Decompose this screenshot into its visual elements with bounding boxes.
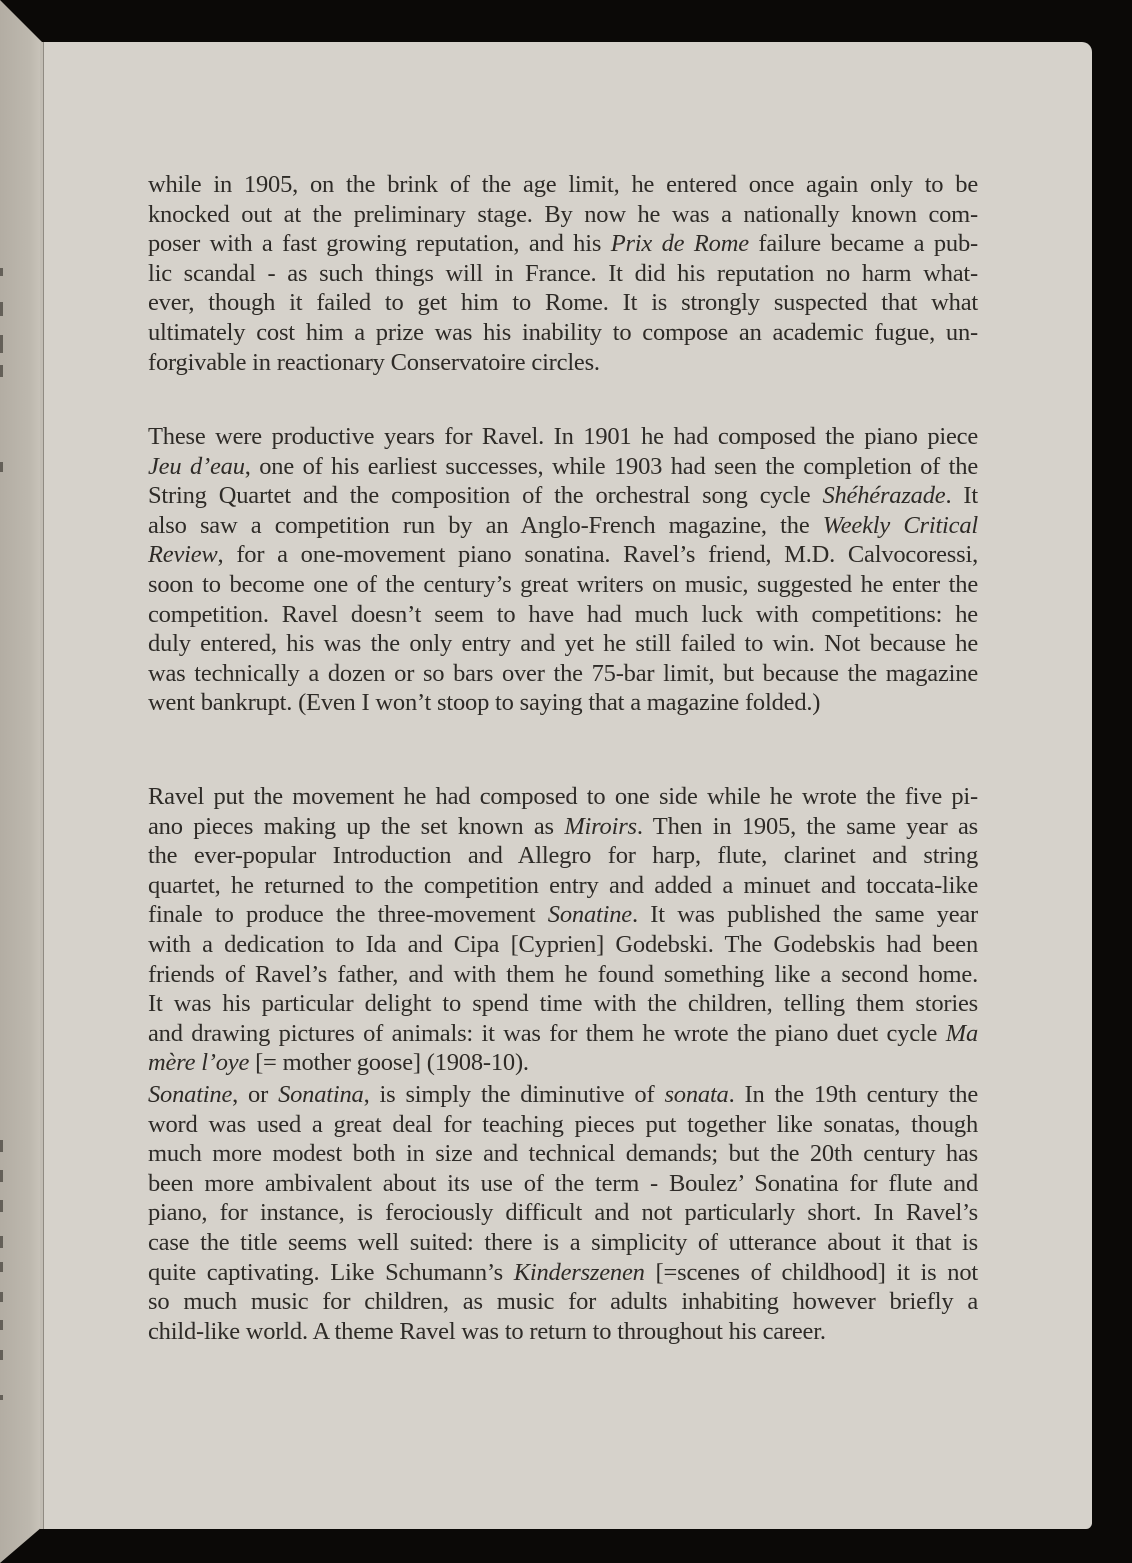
text-run: much more modest both in size and technical demands; but the 20th century has [148, 1140, 978, 1168]
text-line [148, 812, 978, 842]
text-line [148, 452, 978, 482]
text-line [148, 659, 978, 689]
paragraph-4 [148, 1080, 978, 1346]
text-run: ano pieces making up the set known as [148, 812, 565, 840]
text-run: , or [232, 1081, 279, 1108]
text-line [148, 600, 978, 630]
text-line [148, 900, 978, 930]
text-run: competition. Ravel doesn’t seem to have had much luck with competitions: he [148, 600, 978, 628]
text-run: . In the 19th century the [728, 1081, 979, 1108]
text-run: child-like world. A theme Ravel was to return to throughout his career. [148, 1317, 826, 1345]
text-run: [=scenes of childhood] it is not [644, 1258, 978, 1286]
text-run: case the title seems well suited: there is a simplicity of utterance about it that is [148, 1228, 978, 1256]
text-line [148, 841, 978, 871]
text-line [148, 930, 978, 960]
text-line [148, 570, 978, 600]
text-line [148, 200, 978, 230]
text-line [148, 1048, 978, 1078]
text-run: failure became a pub- [748, 230, 978, 258]
italic-title: Sonatine [148, 1081, 233, 1108]
text-run: . Then in 1905, the same year as [636, 812, 978, 840]
text-line [148, 1169, 978, 1199]
text-line [148, 1198, 978, 1228]
text-run: ever, though it failed to get him to Rome. It is strongly suspected that what [148, 289, 978, 317]
text-run: These were productive years for Ravel. In 1901 he had composed the piano piece [148, 423, 978, 450]
text-run: quite captivating. Like Schumann’s [148, 1258, 514, 1286]
text-run: , for a one-movement piano sonatina. Ravel’s friend, M.D. Calvocoressi, [217, 541, 978, 569]
text-line [148, 989, 978, 1019]
text-run: [= mother goose] (1908-10). [249, 1049, 529, 1077]
text-line [148, 1110, 978, 1140]
text-run: It was his particular delight to spend time with the children, telling them stories [148, 990, 978, 1018]
previous-page-edge [0, 0, 42, 1563]
text-run: finale to produce the three-movement [148, 901, 548, 929]
italic-title: Ma [945, 1019, 978, 1047]
paragraph-3 [148, 782, 978, 1078]
text-line [148, 1287, 978, 1317]
text-line [148, 422, 978, 452]
text-run: , is simply the diminutive of [363, 1081, 665, 1108]
text-run: quartet, he returned to the competition entry and added a minuet and toccata-like [148, 871, 978, 899]
italic-title: Sonatine [547, 901, 632, 929]
text-run: , one of his earliest successes, while 1903 had seen the completion of the [244, 452, 978, 480]
italic-title: Shéhérazade [822, 482, 946, 510]
italic-title: Review [148, 541, 218, 569]
text-run: also saw a competition run by an Anglo-French magazine, the [148, 511, 823, 539]
text-run: lic scandal - as such things will in France. It did his reputation no harm what- [148, 259, 978, 287]
text-run: . It [945, 482, 978, 510]
italic-title: Prix de Rome [610, 230, 749, 258]
italic-title: Weekly Critical [822, 511, 978, 539]
text-run: forgivable in reactionary Conservatoire circles. [148, 348, 600, 376]
text-line [148, 960, 978, 990]
text-run: went bankrupt. (Even I won’t stoop to saying that a magazine folded.) [148, 689, 821, 717]
paragraph-1 [148, 170, 978, 377]
text-run: duly entered, his was the only entry and yet he still failed to win. Not because he [148, 630, 978, 658]
text-run: . It was published the same year [631, 901, 979, 929]
paragraph-2 [148, 422, 978, 718]
text-line [148, 782, 978, 812]
text-run: soon to become one of the century’s great writers on music, suggested he enter the [148, 570, 978, 598]
italic-title: sonata [664, 1081, 729, 1108]
text-run: was technically a dozen or so bars over the 75-bar limit, but because the magazine [148, 659, 978, 687]
text-run: and drawing pictures of animals: it was for them he wrote the piano duet cycle [148, 1019, 946, 1047]
text-run: String Quartet and the composition of the orchestral song cycle [148, 482, 823, 510]
italic-title: Jeu d’eau [148, 452, 245, 480]
text-line [148, 288, 978, 318]
italic-title: Miroirs [564, 812, 637, 840]
text-run: the ever-popular Introduction and Allegro for harp, flute, clarinet and string [148, 842, 978, 870]
text-line [148, 318, 978, 348]
text-line [148, 871, 978, 901]
text-line [148, 629, 978, 659]
text-run: piano, for instance, is ferociously difficult and not particularly short. In Ravel’s [148, 1199, 978, 1227]
text-line [148, 170, 978, 200]
text-line [148, 1228, 978, 1258]
text-run: friends of Ravel’s father, and with them he found something like a second home. [148, 960, 978, 988]
text-run: with a dedication to Ida and Cipa [Cyprien] Godebski. The Godebskis had been [148, 930, 978, 958]
italic-title: Sonatina [278, 1081, 364, 1108]
text-run: knocked out at the preliminary stage. By now he was a nationally known com- [148, 200, 978, 228]
text-line [148, 511, 978, 541]
italic-title: mère l’oye [148, 1049, 250, 1077]
text-line [148, 688, 978, 718]
text-line [148, 259, 978, 289]
text-run: while in 1905, on the brink of the age limit, he entered once again only to be [148, 171, 978, 198]
text-run: been more ambivalent about its use of the term - Boulez’ Sonatina for flute and [148, 1169, 978, 1197]
text-line [148, 1019, 978, 1049]
text-line [148, 348, 978, 378]
page-edge-marks [0, 0, 4, 1563]
text-run: Ravel put the movement he had composed to one side while he wrote the five pi- [148, 783, 978, 810]
text-line [148, 481, 978, 511]
text-run: poser with a fast growing reputation, and his [148, 230, 611, 258]
book-page [40, 42, 1092, 1529]
text-line [148, 540, 978, 570]
text-line [148, 229, 978, 259]
text-run: so much music for children, as music for adults inhabiting however briefly a [148, 1288, 978, 1316]
text-line [148, 1317, 978, 1347]
text-line [148, 1139, 978, 1169]
text-run: ultimately cost him a prize was his inability to compose an academic fugue, un- [148, 318, 978, 346]
italic-title: Kinderszenen [513, 1258, 645, 1286]
text-line [148, 1258, 978, 1288]
text-run: word was used a great deal for teaching pieces put together like sonatas, though [148, 1110, 978, 1138]
text-line [148, 1080, 978, 1110]
